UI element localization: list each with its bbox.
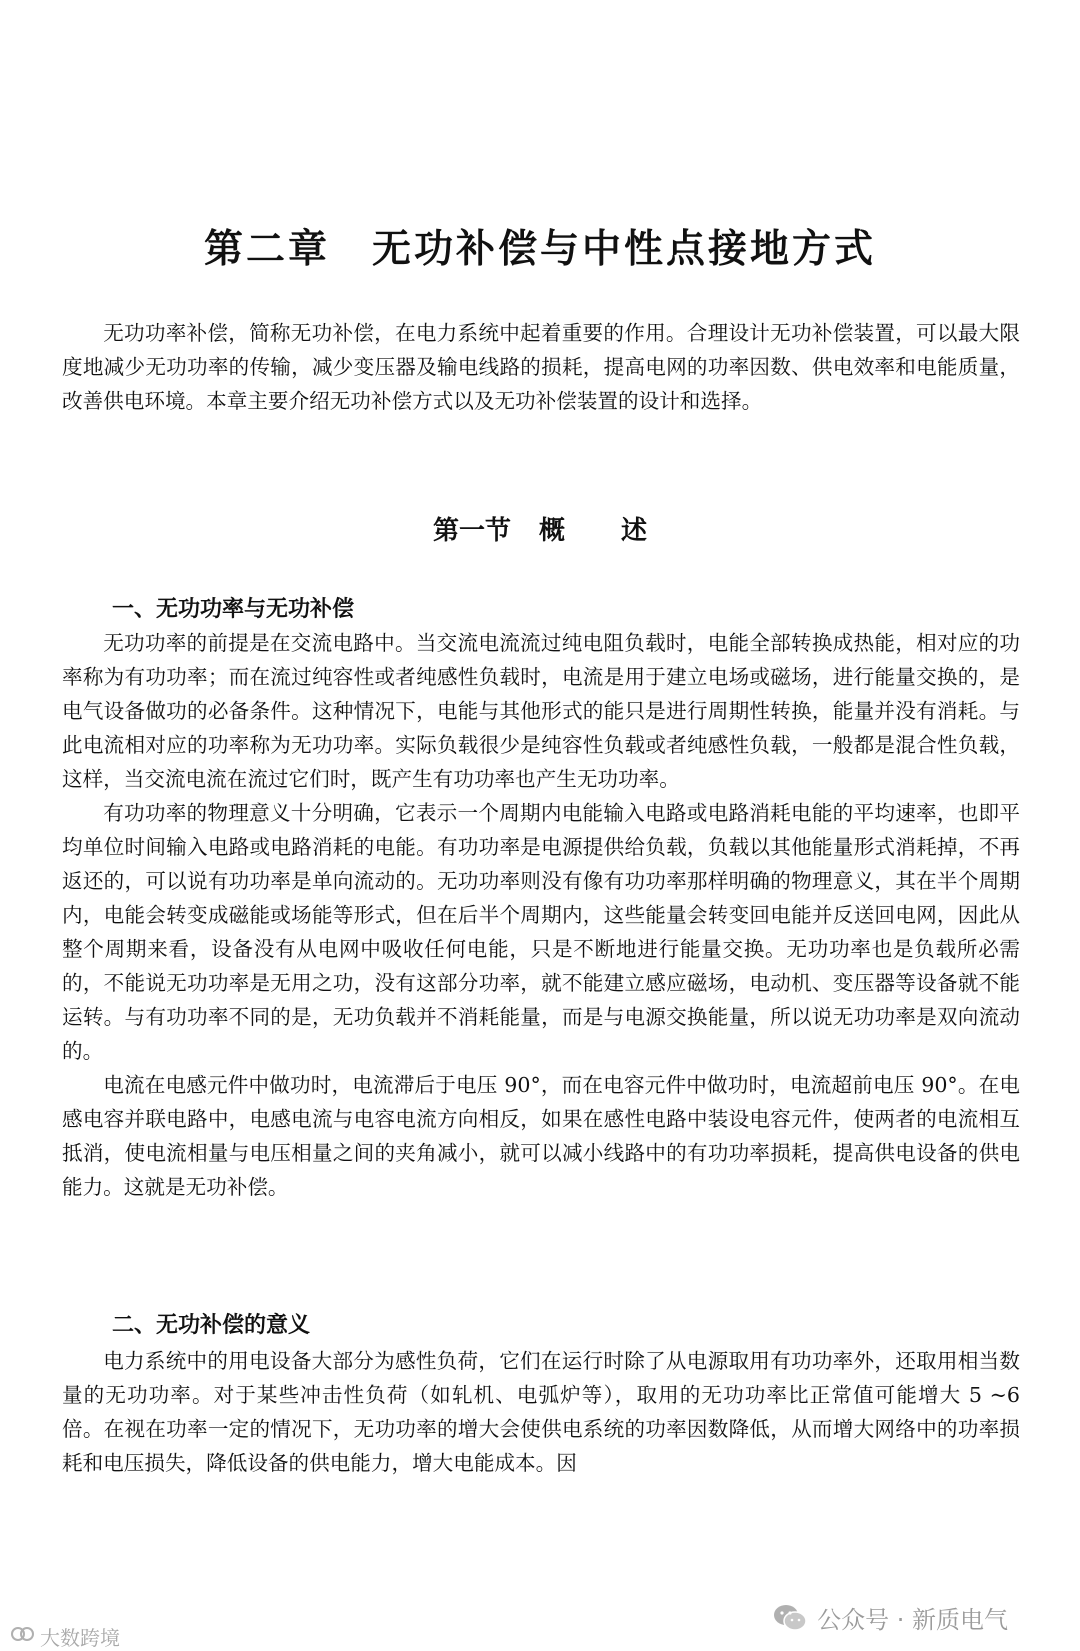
- wechat-icon: [773, 1604, 807, 1632]
- watermark: [773, 1600, 1008, 1635]
- watermark-text: 公众号 · 新质电气: [817, 1606, 1008, 1634]
- section-title: [0, 510, 1080, 547]
- corner-mark: [10, 1622, 120, 1651]
- subsection-1-body: [62, 626, 1020, 1204]
- paragraph: 无功功率的前提是在交流电路中。当交流电流流过纯电阻负载时，电能全部转换成热能，相对应的功率称为有功功率；而在流过纯容性或者纯感性负载时，电流是用于建立电场或磁场，进行能量交换的，是电气设备做功的必备条件。这种情况下，电能与其他形式的能只是进行周期性转换，能量并没有消耗。与此电流相对应的功率称为无功功率。实际负载很少是纯容性负载或者纯感性负载，一般都是混合性负载，这样，当交流电流在流过它们时，既产生有功功率也产生无功功率。: [62, 631, 1020, 791]
- section-title-part2: 述: [621, 516, 648, 546]
- chapter-number: 第二章: [203, 226, 330, 272]
- corner-logo-icon: [10, 1624, 36, 1649]
- paragraph: 有功功率的物理意义十分明确，它表示一个周期内电能输入电路或电路消耗电能的平均速率，也即平均单位时间输入电路或电路消耗的电能。有功功率是电源提供给负载，负载以其他能量形式消耗掉，不再返还的，可以说有功功率是单向流动的。无功功率则没有像有功功率那样明确的物理意义，其在半个周期内，电能会转变成磁能或场能等形式，但在后半个周期内，这些能量会转变回电能并反送回电网，因此从整个周期来看，设备没有从电网中吸收任何电能，只是不断地进行能量交换。无功功率也是负载所必需的，不能说无功功率是无用之功，没有这部分功率，就不能建立感应磁场，电动机、变压器等设备就不能运转。与有功功率不同的是，无功负载并不消耗能量，而是与电源交换能量，所以说无功功率是双向流动的。: [62, 801, 1020, 1063]
- section-title-part1: 概: [538, 516, 565, 546]
- intro-paragraph: 无功功率补偿，简称无功补偿，在电力系统中起着重要的作用。合理设计无功补偿装置，可以最大限度地减少无功功率的传输，减少变压器及输电线路的损耗，提高电网的功率因数、供电效率和电能质量，改善供电环境。本章主要介绍无功补偿方式以及无功补偿装置的设计和选择。: [62, 321, 1020, 413]
- chapter-title: [0, 218, 1080, 274]
- subsection-heading-2: 二、无功补偿的意义: [112, 1313, 311, 1338]
- paragraph: 电力系统中的用电设备大部分为感性负荷，它们在运行时除了从电源取用有功功率外，还取用相当数量的无功功率。对于某些冲击性负荷（如轧机、电弧炉等），取用的无功功率比正常值可能增大 5 ~6 倍。在视在功率一定的情况下，无功功率的增大会使供电系统的功率因数降低，从而增大网络中的功率损耗和电压损失，降低设备的供电能力，增大电能成本。因: [62, 1349, 1020, 1475]
- paragraph: 电流在电感元件中做功时，电流滞后于电压 90°，而在电容元件中做功时，电流超前电压 90°。在电感电容并联电路中，电感电流与电容电流方向相反，如果在感性电路中装设电容元件，使两者的电流相互抵消，使电流相量与电压相量之间的夹角减小，就可以减小线路中的有功功率损耗，提高供电设备的供电能力。这就是无功补偿。: [62, 1073, 1020, 1199]
- chapter-name: 无功补偿与中性点接地方式: [372, 226, 877, 272]
- corner-mark-text: 大数跨境: [40, 1626, 120, 1650]
- subsection-heading-1: 一、无功功率与无功补偿: [112, 597, 355, 622]
- subsection-2-body: [62, 1344, 1020, 1480]
- section-number: 第一节: [432, 516, 511, 546]
- intro-block: [62, 316, 1020, 418]
